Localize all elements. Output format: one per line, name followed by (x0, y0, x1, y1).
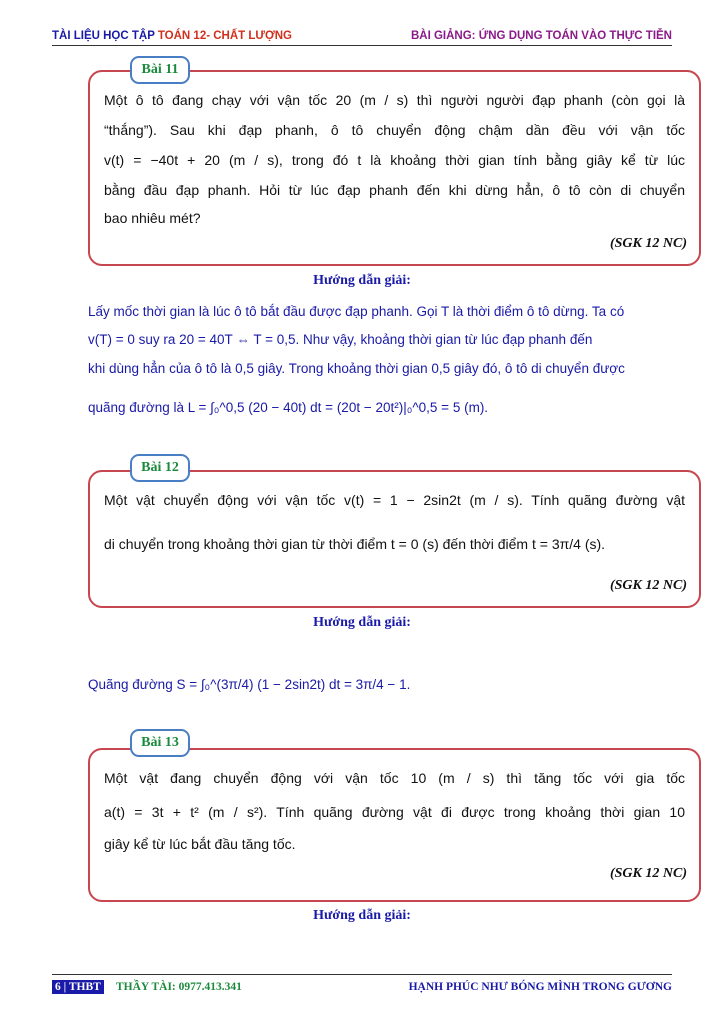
problem-line: di chuyển trong khoảng thời gian từ thời điểm t = 0 (s) đến thời điểm t = 3π/4 (s). (104, 536, 606, 552)
problem-box-12 (88, 470, 701, 608)
problem-line: bằng đầu đạp phanh. Hỏi từ lúc đạp phanh đến khi dừng hẳn, ô tô còn di chuyển (104, 182, 685, 198)
problem-line: Một vật đang chuyển động với vận tốc 10 (m / s) thì tăng tốc với gia tốc (104, 770, 685, 786)
footer-divider (52, 974, 672, 975)
problem-line: “thắng”). Sau khi đạp phanh, ô tô chuyển động chậm dần đều với vận tốc (104, 122, 685, 138)
solution-heading-13: Hướng dẫn giải: (313, 908, 411, 923)
header-subject: TOÁN 12- CHẤT LƯỢNG (157, 30, 293, 42)
header-right: BÀI GIẢNG: ỨNG DỤNG TOÁN VÀO THỰC TIỄN (410, 30, 672, 42)
page-number: 6 | THBT (52, 980, 104, 994)
problem-box-11 (88, 70, 701, 266)
source-note: (SGK 12 NC) (609, 578, 687, 593)
solution-line: khi dùng hẳn của ô tô là 0,5 giây. Trong khoảng thời gian 0,5 giây đó, ô tô di chuyển được (88, 361, 625, 376)
solution-line: Lấy mốc thời gian là lúc ô tô bắt đầu được đạp phanh. Gọi T là thời điểm ô tô dừng. Ta có (88, 304, 625, 319)
solution-heading-12: Hướng dẫn giải: (313, 615, 411, 630)
source-note: (SGK 12 NC) (609, 236, 687, 251)
page-footer (52, 980, 672, 996)
problem-tag-11: Bài 11 (130, 56, 190, 84)
header-divider (52, 45, 672, 46)
page-header (52, 30, 672, 44)
problem-line: a(t) = 3t + t² (m / s²). Tính quãng đường vật đi được trong khoảng thời gian 10 (104, 804, 685, 820)
header-left (52, 30, 292, 42)
solution-line: quãng đường là L = ∫₀^0,5 (20 − 40t) dt = (20t − 20t²)|₀^0,5 = 5 (m). (88, 400, 489, 415)
teacher-contact: THẦY TÀI: 0977.413.341 (116, 981, 242, 993)
header-title: TÀI LIỆU HỌC TẬP (52, 30, 158, 42)
problem-tag-12: Bài 12 (130, 454, 190, 482)
problem-tag-13: Bài 13 (130, 729, 190, 757)
problem-line: giây kể từ lúc bắt đầu tăng tốc. (104, 836, 296, 852)
solution-heading-11: Hướng dẫn giải: (313, 273, 411, 288)
problem-line: v(t) = −40t + 20 (m / s), trong đó t là khoảng thời gian tính bằng giây kể từ lúc (104, 152, 685, 168)
solution-line: v(T) = 0 suy ra 20 = 40T ⇔ T = 0,5. Như vậy, khoảng thời gian từ lúc đạp phanh đến (88, 332, 593, 347)
source-note: (SGK 12 NC) (609, 866, 687, 881)
problem-line: Một vật chuyển động với vận tốc v(t) = 1 − 2sin2t (m / s). Tính quãng đường vật (104, 492, 685, 508)
problem-line: bao nhiêu mét? (104, 210, 201, 226)
problem-line: Một ô tô đang chạy với vận tốc 20 (m / s) thì người người đạp phanh (còn gọi là (104, 92, 685, 108)
solution-line: Quãng đường S = ∫₀^(3π/4) (1 − 2sin2t) dt = 3π/4 − 1. (88, 677, 411, 692)
footer-motto: HẠNH PHÚC NHƯ BÓNG MÌNH TRONG GƯƠNG (408, 981, 672, 993)
problem-box-13 (88, 748, 701, 902)
